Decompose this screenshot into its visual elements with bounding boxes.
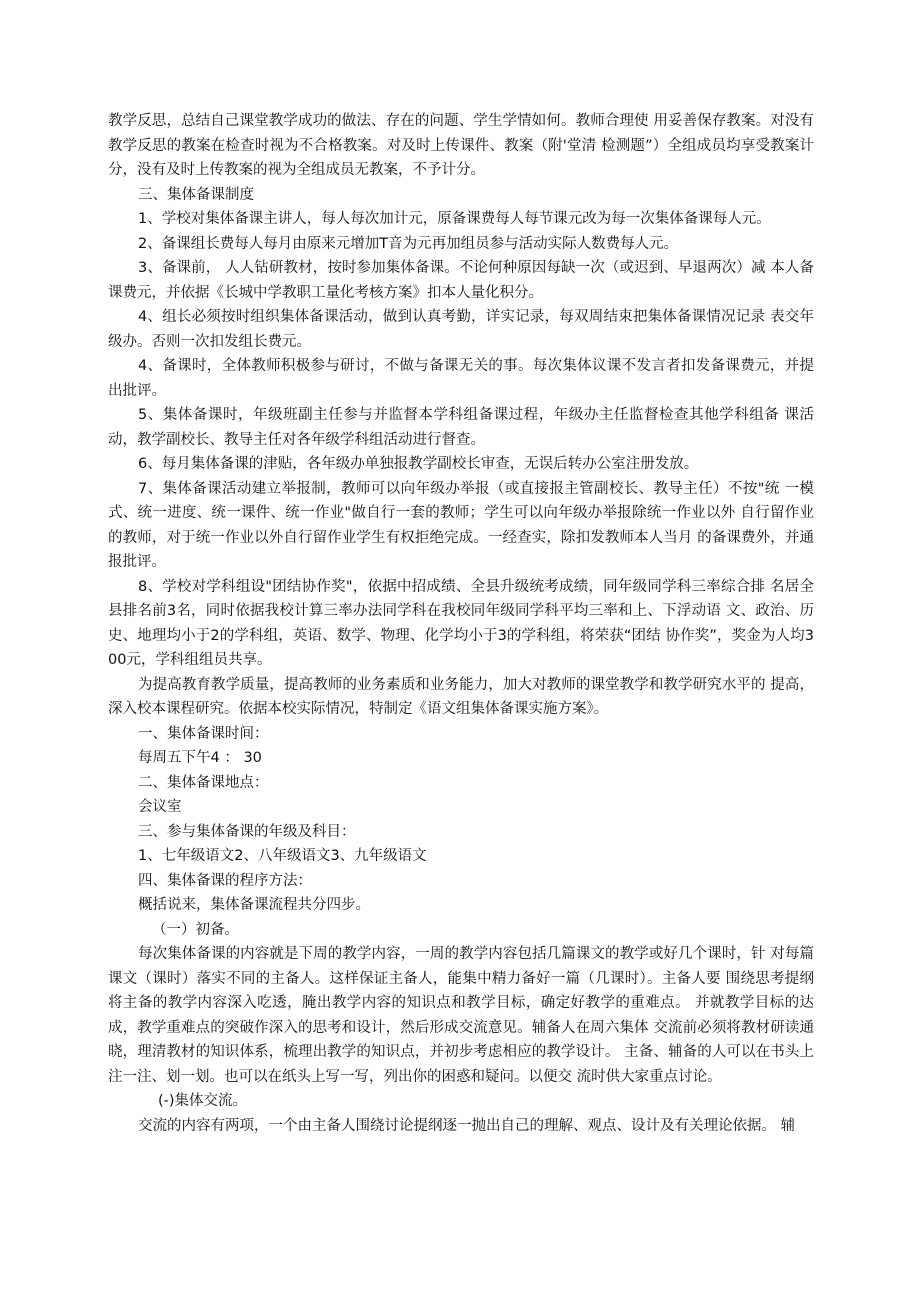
rule-item-4b: 4、备课时，全体教师积极参与研讨，不做与备课无关的事。每次集体议课不发言者扣发备课费元，并提出批评。	[108, 358, 814, 399]
group-exchange-paragraph: 交流的内容有两项，一个由主备人围绕讨论提纲逐一抛出自己的理解、观点、设计及有关理论依据。 辅	[138, 1117, 796, 1134]
rule-item-4a: 4、组长必须按时组织集体备课活动，做到认真考勤，详实记录，每双周结束把集体备课情况记录 表交年级办。否则一次扣发组长费元。	[108, 309, 814, 350]
procedure-summary: 概括说来，集体备课流程共分四步。	[138, 897, 370, 913]
rule-item-5: 5、集体备课时，年级班副主任参与并监督本学科组备课过程，年级办主任监督检查其他学科组备 课活动，教学副校长、教导主任对各年级学科组活动进行督查。	[108, 407, 814, 448]
grades-subjects-value: 1、七年级语文2、八年级语文3、九年级语文	[138, 848, 427, 864]
subheading-initial-prep: （一）初备。	[152, 921, 239, 938]
heading-prep-location: 二、集体备课地点：	[138, 774, 269, 791]
prep-time-value: 每周五下午4 ： 30	[138, 750, 262, 766]
heading-collective-prep-system: 三、集体备课制度	[138, 186, 254, 203]
rule-item-7: 7、集体备课活动建立举报制，教师可以向年级办举报（或直接报主管副校长、教导主任）不按"统 一模式、统一进度、统一课件、统一作业"做自行一套的教师；学生可以向年级办举报除统一作业以外 自行留作业的教师，对于统一作业以外自行留作业学生有权拒绝完成。一经查实，除扣发教师本人当月 的备课费外，并通报批评。	[108, 480, 814, 570]
document-page	[108, 109, 814, 1138]
rule-item-2: 2、备课组长费每人每月由原来元增加T音为元再加组员参与活动实际人数费每人元。	[138, 235, 679, 252]
rule-item-3: 3、备课前， 人人钻研教材，按时参加集体备课。不论何种原因每缺一次（或迟到、早退两次）减 本人备课费元，并依据《长城中学教职工量化考核方案》扣本人量化积分。	[108, 260, 814, 301]
prep-location-value: 会议室	[138, 799, 182, 815]
paragraph-teaching-reflection: 教学反思，总结自己课堂教学成功的做法、存在的问题、学生学情如何。教师合理使 用妥善保存教案。对没有教学反思的教案在检查时视为不合格教案。对及时上传课件、教案（附'堂清 检测题”）全组成员均享受教案计分，没有及时上传教案的视为全组成员无教案，不予计分。	[108, 113, 814, 178]
heading-grades-subjects: 三、参与集体备课的年级及科目：	[138, 823, 356, 840]
plan-intro-paragraph: 为提高教育教学质量，提高教师的业务素质和业务能力，加大对教师的课堂教学和教学研究水平的 提高，深入校本课程研究。依据本校实际情况，特制定《语文组集体备课实施方案》。	[108, 676, 814, 717]
rule-item-8: 8、学校对学科组设"团结协作奖"，依据中招成绩、全县升级统考成绩，同年级同学科三率综合排 名居全县排名前3名，同时依据我校计算三率办法同学科在我校同年级同学科平均三率和上、下浮动语 文、政治、历史、地理均小于2的学科组，英语、数学、物理、化学均小于3的学科组，将荣获“团结 协作奖”，奖金为人均300元，学科组组员共享。	[108, 578, 814, 668]
heading-prep-time: 一、集体备课时间：	[138, 725, 269, 742]
rule-item-6: 6、每月集体备课的津贴，各年级办单独报教学副校长审查，无误后转办公室注册发放。	[138, 456, 699, 472]
rule-item-1: 1、学校对集体备课主讲人，每人每次加计元，原备课费每人每节课元改为每一次集体备课每人元。	[138, 211, 771, 227]
initial-prep-paragraph: 每次集体备课的内容就是下周的教学内容，一周的教学内容包括几篇课文的教学或好几个课时，针 对每篇课文（课时）落实不同的主备人。这样保证主备人，能集中精力备好一篇（几课时）。主备人要 围绕思考提纲将主备的教学内容深入吃透，腌出教学内容的知识点和教学目标，确定好教学的重难点。 并就教学目标的达成，教学重难点的突破作深入的思考和设计，然后形成交流意见。辅备人在周六集体 交流前必须将教材研读通晓，理清教材的知识体系，梳理出教学的知识点，并初步考虑相应的教学设计。 主备、辅备的人可以在书头上注一注、划一划。也可以在纸头上写一写，列出你的困惑和疑问。以便交 流时供大家重点讨论。	[108, 946, 814, 1085]
heading-procedure: 四、集体备课的程序方法：	[138, 872, 312, 889]
subheading-group-exchange: (-)集体交流。	[158, 1093, 248, 1109]
